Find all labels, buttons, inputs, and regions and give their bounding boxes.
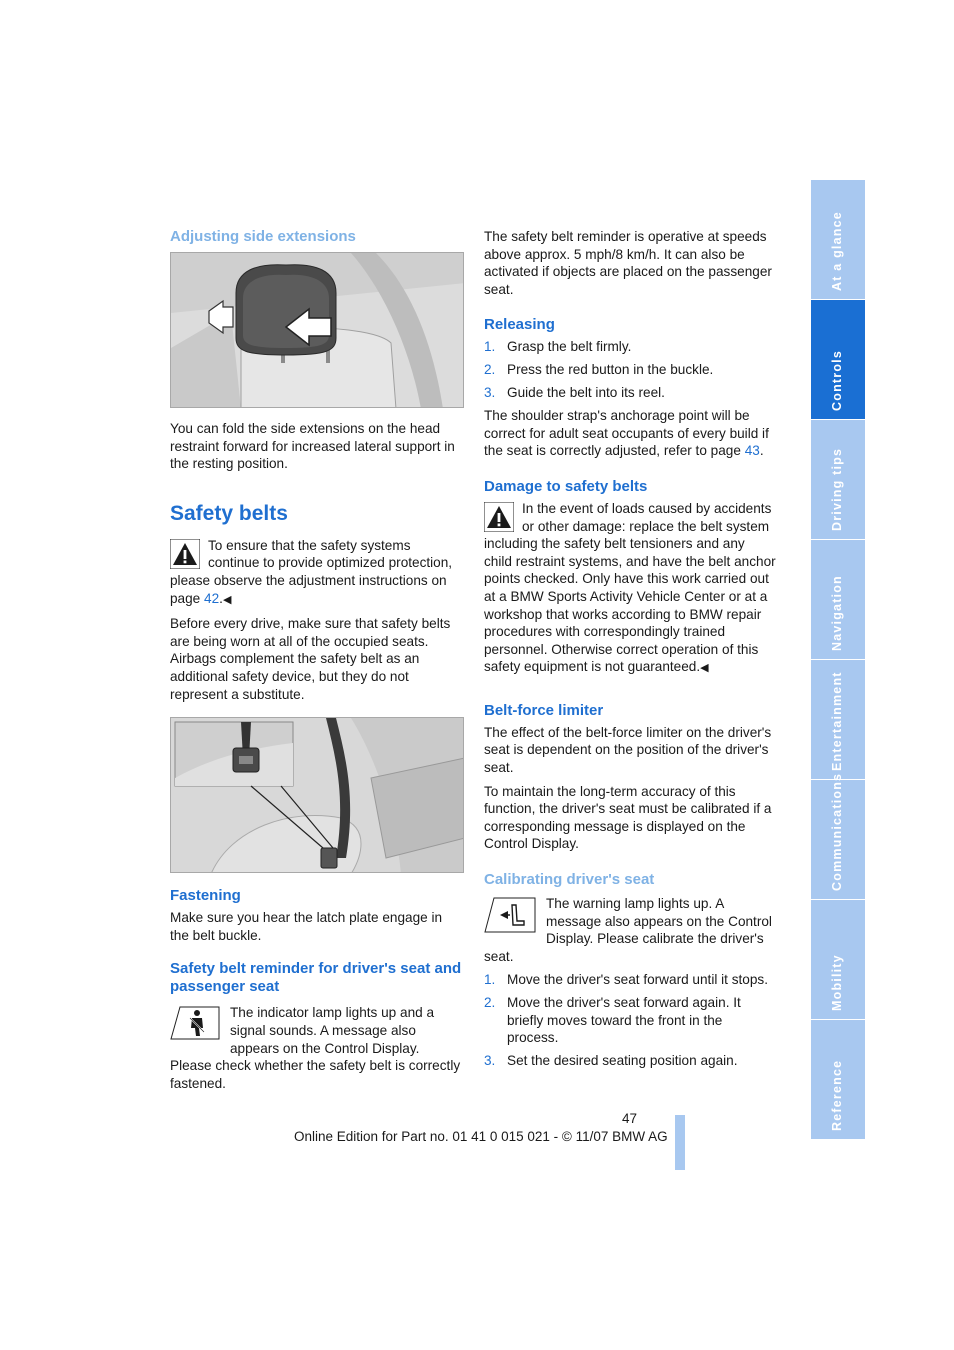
reminder-text: The indicator lamp lights up and a signal sounds. A message also appears on the Control Display. Please check whether the safety belt is correctly fastened. [170, 1005, 461, 1091]
list-item: 1. Grasp the belt firmly. [484, 339, 632, 355]
calibrating-steps [484, 971, 776, 1069]
adjusting-side-extensions-heading: Adjusting side extensions [170, 228, 356, 245]
reminder-heading: Safety belt reminder for driver's seat and passenger seat [170, 960, 462, 996]
releasing-heading: Releasing [484, 316, 555, 334]
list-item: 3. Set the desired seating position again. [484, 1052, 738, 1068]
limiter-heading: Belt-force limiter [484, 701, 604, 719]
adjusting-text: You can fold the side extensions on the head restraint forward for increased lateral support in the resting position. [170, 421, 455, 472]
page-43-link[interactable]: 43 [744, 443, 760, 459]
chapter-tabs [811, 180, 865, 1140]
footer-bar [675, 1115, 685, 1170]
limiter-text-1: The effect of the belt-force limiter on the driver's seat is dependent on the position of the driver's seat. [484, 724, 772, 776]
anchorage-text: The shoulder strap's anchorage point will be correct for adult seat occupants of every build if the seat is correctly adjusted, refer to page [484, 408, 769, 459]
calibrating-heading: Calibrating driver's seat [484, 871, 655, 889]
reminder-operative-text: The safety belt reminder is operative at speeds above approx. 5 mph/8 km/h. It can also be activated if objects are placed on the passenger seat. [484, 229, 772, 297]
releasing-steps [484, 338, 776, 401]
fastening-text: Make sure you hear the latch plate engage in the belt buckle. [170, 910, 443, 943]
before-drive-text: Before every drive, make sure that safety belts are being worn at all of the occupied seats. Airbags complement the safety belt as an additional safety device, but they do not represent a substitute. [170, 616, 451, 702]
end-mark-icon: ◀ [700, 662, 709, 675]
belt-buckle-illustration [171, 718, 464, 873]
calibrating-paragraph [484, 895, 776, 965]
damage-heading: Damage to safety belts [484, 477, 648, 495]
seatbelt-lamp-icon [170, 1006, 220, 1040]
safety-belts-title: Safety belts [170, 501, 288, 525]
tab-driving-tips[interactable]: Driving tips [811, 420, 865, 539]
tab-navigation[interactable]: Navigation [811, 540, 865, 659]
edition-text: Online Edition for Part no. 01 41 0 015 021 - © 11/07 BMW AG [294, 1129, 668, 1144]
tab-at-a-glance[interactable]: At a glance [811, 180, 865, 299]
tab-mobility[interactable]: Mobility [811, 900, 865, 1019]
page-number: 47 [622, 1111, 638, 1126]
damage-paragraph [484, 500, 776, 678]
belt-buckle-figure [170, 717, 464, 873]
tab-reference[interactable]: Reference [811, 1020, 865, 1139]
warning-paragraph: To ensure that the safety systems continue to provide optimized protection, please observe the adjustment instructions on page 42.◀ [170, 537, 453, 606]
warning-icon [484, 502, 514, 532]
seat-calibration-lamp-icon [484, 897, 536, 933]
tab-communications[interactable]: Communications [811, 780, 865, 899]
warning-text: To ensure that the safety systems continue to provide optimized protection, please observe the adjustment instructions on page [170, 537, 453, 606]
page-42-link[interactable]: 42 [204, 590, 220, 606]
tab-entertainment[interactable]: Entertainment [811, 660, 865, 779]
list-item: 3. Guide the belt into its reel. [484, 384, 665, 400]
head-restraint-figure [170, 252, 464, 408]
tab-controls[interactable]: Controls [811, 300, 865, 419]
reminder-paragraph [170, 1004, 464, 1092]
right-column [484, 228, 776, 1075]
left-column [170, 228, 464, 1098]
limiter-text-2: To maintain the long-term accuracy of this function, the driver's seat must be calibrated if a corresponding message is displayed on the Control Display. [484, 783, 772, 852]
list-item: 2. Move the driver's seat forward again. It briefly moves toward the front in the process. [484, 995, 741, 1046]
head-restraint-illustration [171, 253, 464, 408]
list-item: 1. Move the driver's seat forward until it stops. [484, 972, 768, 988]
warning-icon [170, 539, 200, 569]
fastening-heading: Fastening [170, 887, 241, 905]
damage-text: In the event of loads caused by accidents or other damage: replace the belt system including the safety belt tensioners and any child restraint systems, and have the belt anchor points checked. Only have this work carried out at a BMW Sports Activity Vehicle Center or at a workshop that works according to BMW repair procedures with correspondingly trained personnel. Otherwise correct operation of this safety equipment is not guaranteed. [484, 500, 776, 675]
end-mark-icon: ◀ [222, 593, 232, 606]
calibrating-text: The warning lamp lights up. A message also appears on the Control Display. Please calibrate the driver's seat. [484, 896, 772, 964]
list-item: 2. Press the red button in the buckle. [484, 361, 714, 377]
anchorage-paragraph: The shoulder strap's anchorage point will be correct for adult seat occupants of every build if the seat is correctly adjusted, refer to page 43. [484, 408, 769, 459]
